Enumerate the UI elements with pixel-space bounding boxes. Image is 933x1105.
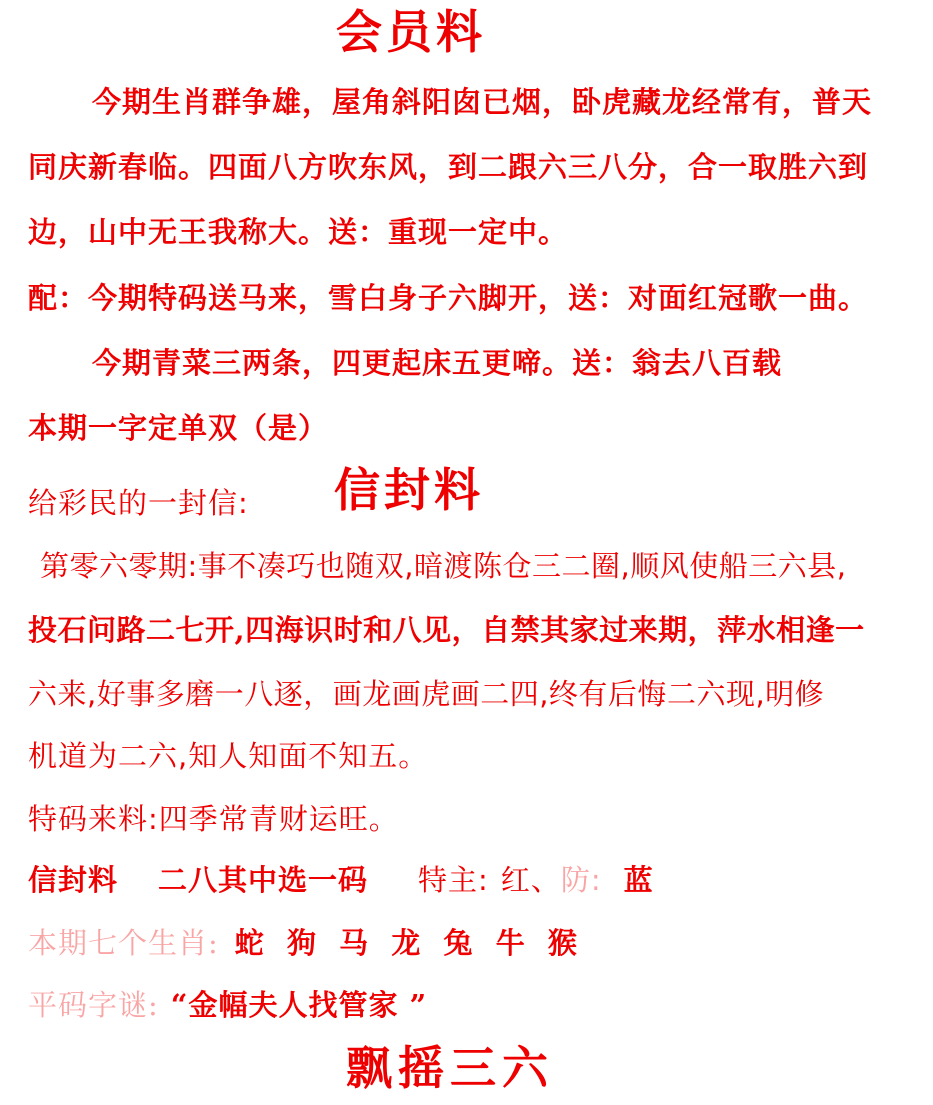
pick-value: 二八其中选一码 (158, 863, 369, 897)
riddle-value: “金幅夫人找管家 ” (170, 988, 428, 1022)
letter-riddle-row (28, 987, 427, 1023)
members-line6: 本期一字定单双（是） (28, 411, 329, 445)
letter-title: 信封料 (334, 463, 484, 517)
main-color-label: 特主: (418, 863, 489, 897)
members-line4: 配：今期特码送马来，雪白身子六脚开，送：对面红冠歌一曲。 (28, 281, 869, 315)
members-para1-line2: 同庆新春临。四面八方吹东风，到二跟六三八分，合一取胜六到 (28, 150, 869, 184)
guard-label: 防: (560, 863, 602, 897)
letter-p3: 六来,好事多磨一八逐，画龙画虎画二四,终有后悔二六现,明修 (28, 677, 825, 711)
members-para1-line1: 今期生肖群争雄，屋角斜阳囱已烟，卧虎藏龙经常有，普天 (92, 85, 873, 119)
members-title: 会员料 (336, 5, 486, 59)
members-para1-line3: 边，山中无王我称大。送：重现一定中。 (28, 215, 569, 249)
letter-p5: 特码来料:四季常青财运旺。 (28, 802, 399, 836)
guard-value: 蓝 (623, 863, 654, 897)
bottom-title: 飘摇三六 (346, 1041, 554, 1095)
letter-pick-row (28, 862, 654, 898)
zodiac-label: 本期七个生肖: (28, 926, 219, 960)
riddle-label: 平码字谜: (28, 988, 159, 1022)
letter-zodiac-row (28, 925, 578, 961)
letter-p4: 机道为二六,知人知面不知五。 (28, 739, 429, 773)
main-color-value: 红、 (500, 863, 561, 897)
pick-label: 信封料 (28, 863, 119, 897)
letter-p1: 第零六零期:事不凑巧也随双,暗渡陈仓三二圈,顺风使船三六县, (40, 549, 847, 583)
letter-intro: 给彩民的一封信: (28, 486, 249, 520)
letter-p2: 投石问路二七开,四海识时和八见，自禁其家过来期，萍水相逢一 (28, 613, 865, 647)
zodiac-values: 蛇 狗 马 龙 兔 牛 猴 (234, 926, 578, 960)
members-line5: 今期青菜三两条，四更起床五更啼。送：翁去八百载 (92, 346, 783, 380)
